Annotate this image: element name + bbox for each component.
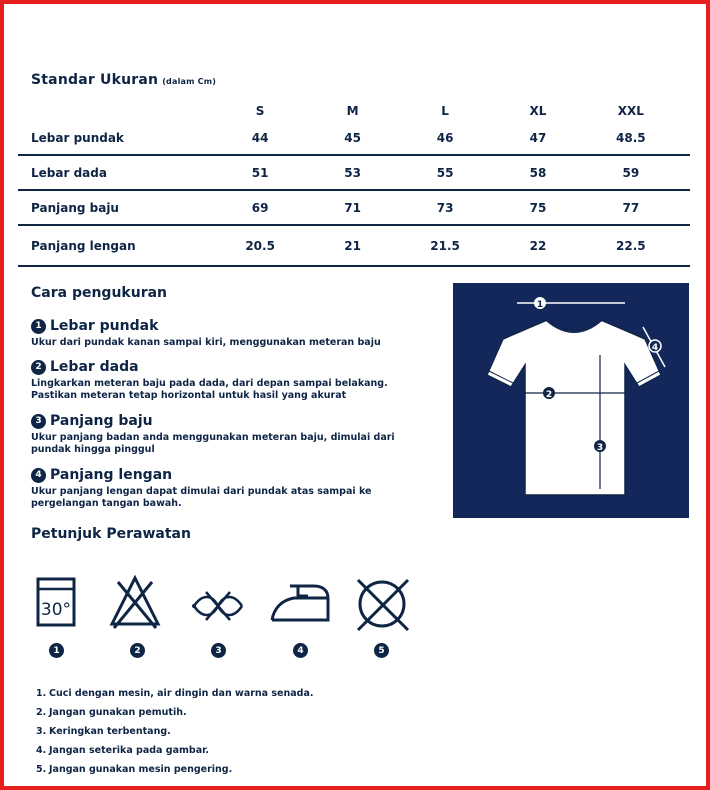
list-item-text: Jangan gunakan mesin pengering.: [49, 764, 233, 775]
table-cell: 20.5: [201, 225, 319, 266]
marker-1: 1: [536, 300, 544, 310]
row-label: Panjang baju: [18, 190, 201, 225]
step-heading: [31, 466, 431, 484]
size-header-s: S: [255, 104, 265, 118]
no-tumble-dry-icon: [354, 572, 414, 632]
step-description: Ukur panjang lengan dapat dimulai dari pundak atas sampai ke pergelangan tangan bawah.: [31, 486, 372, 509]
step-number-badge: 3: [31, 414, 46, 429]
table-cell: 45: [319, 121, 386, 155]
list-item-number: 2.: [36, 707, 47, 718]
step-title: Panjang lengan: [50, 467, 173, 483]
row-label: Lebar dada: [18, 155, 201, 190]
table-cell: 53: [319, 155, 386, 190]
list-item-text: Jangan gunakan pemutih.: [49, 707, 187, 718]
step-heading: [31, 358, 431, 376]
list-item-text: Jangan seterika pada gambar.: [49, 745, 210, 756]
table-row: [18, 155, 690, 190]
tshirt-measurement-diagram: [453, 283, 689, 518]
table-cell: 22.5: [572, 225, 690, 266]
size-chart-title: [31, 72, 216, 88]
marker-2: 2: [545, 390, 553, 400]
table-cell: 55: [386, 155, 504, 190]
list-item: [36, 703, 313, 722]
step-number-badge: 4: [31, 468, 46, 483]
list-item-number: 5.: [36, 764, 47, 775]
size-chart-title-text: Standar Ukuran: [31, 72, 159, 88]
size-header-xl: XL: [529, 104, 547, 118]
list-item: [36, 760, 313, 779]
table-cell: 22: [504, 225, 572, 266]
list-item-text: Cuci dengan mesin, air dingin dan warna senada.: [49, 688, 314, 699]
table-cell: 21.5: [386, 225, 504, 266]
dry-flat-icon: [188, 572, 248, 632]
measure-step: [31, 466, 431, 510]
table-cell: 58: [504, 155, 572, 190]
step-heading: [31, 412, 431, 430]
table-cell: 21: [319, 225, 386, 266]
no-iron-on-print-icon: [268, 572, 328, 632]
step-number-badge: 2: [31, 360, 46, 375]
list-item-number: 4.: [36, 745, 47, 756]
care-icon-number: 4: [293, 643, 308, 658]
care-icon-number: 5: [374, 643, 389, 658]
list-item: [36, 741, 313, 760]
table-row: [18, 225, 690, 266]
marker-4: 4: [651, 343, 659, 353]
table-cell: 77: [572, 190, 690, 225]
size-header-row: [18, 92, 690, 121]
no-bleach-icon: [108, 572, 168, 632]
table-cell: 75: [504, 190, 572, 225]
list-item: [36, 684, 313, 703]
list-item: [36, 722, 313, 741]
size-header-l: L: [441, 104, 449, 118]
step-title: Lebar dada: [50, 359, 139, 375]
table-cell: 71: [319, 190, 386, 225]
list-item-number: 3.: [36, 726, 47, 737]
table-cell: 48.5: [572, 121, 690, 155]
measure-step: [31, 358, 431, 402]
size-header-blank: [18, 92, 201, 121]
size-table: [18, 92, 690, 267]
row-label: Panjang lengan: [18, 225, 201, 266]
care-title: Petunjuk Perawatan: [31, 526, 191, 542]
table-cell: 46: [386, 121, 504, 155]
list-item-text: Keringkan terbentang.: [49, 726, 171, 737]
step-heading: [31, 317, 431, 335]
measure-step: [31, 412, 431, 456]
table-cell: 47: [504, 121, 572, 155]
table-cell: 51: [201, 155, 319, 190]
care-icon-number: 2: [130, 643, 145, 658]
size-chart-unit: (dalam Cm): [162, 77, 217, 86]
list-item-number: 1.: [36, 688, 47, 699]
wash-temperature: 30°: [40, 600, 72, 620]
table-cell: 73: [386, 190, 504, 225]
tshirt-icon: [487, 320, 661, 495]
table-cell: 59: [572, 155, 690, 190]
table-row: [18, 190, 690, 225]
care-icon-number: 3: [211, 643, 226, 658]
step-title: Panjang baju: [50, 413, 153, 429]
row-label: Lebar pundak: [18, 121, 201, 155]
step-title: Lebar pundak: [50, 318, 159, 334]
care-instructions-list: [36, 684, 313, 779]
wash-30-icon: [32, 572, 92, 632]
tshirt-diagram-svg: [453, 283, 689, 518]
marker-3: 3: [596, 443, 604, 453]
table-row: [18, 121, 690, 155]
size-header-m: M: [346, 104, 359, 118]
step-description: Ukur panjang badan anda menggunakan meteran baju, dimulai dari pundak hingga pinggul: [31, 432, 395, 455]
care-icon-number: 1: [49, 643, 64, 658]
measuring-title: Cara pengukuran: [31, 285, 168, 301]
step-number-badge: 1: [31, 319, 46, 334]
size-header-xxl: XXL: [617, 104, 644, 118]
measure-step: [31, 317, 431, 349]
table-cell: 44: [201, 121, 319, 155]
table-cell: 69: [201, 190, 319, 225]
step-description: Ukur dari pundak kanan sampai kiri, menggunakan meteran baju: [31, 337, 381, 348]
step-description: Lingkarkan meteran baju pada dada, dari depan sampai belakang. Pastikan meteran tetap horizontal untuk hasil yang akurat: [31, 378, 388, 401]
